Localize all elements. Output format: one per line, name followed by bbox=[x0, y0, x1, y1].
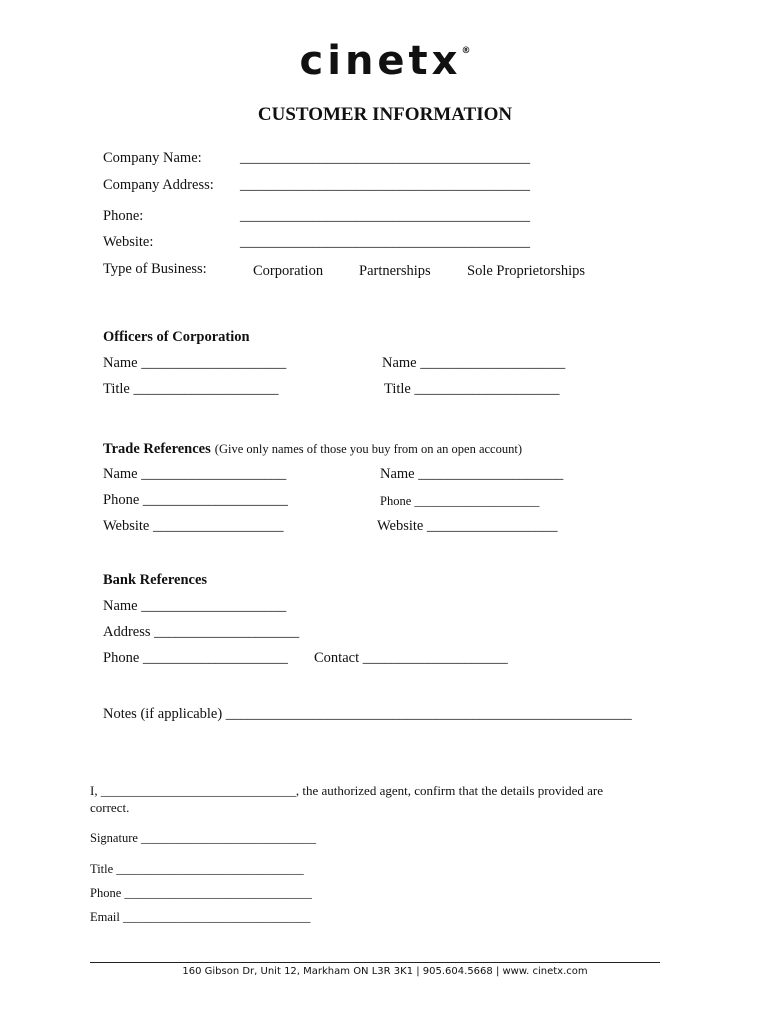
business-type-corporation[interactable]: Corporation bbox=[253, 263, 324, 279]
officer-title-right[interactable]: Title ____________________ bbox=[384, 381, 560, 397]
trade-references-header bbox=[103, 440, 522, 458]
bank-name-field[interactable]: Name ____________________ bbox=[103, 598, 287, 614]
company-name-label: Company Name: bbox=[103, 150, 202, 166]
officers-heading: Officers of Corporation bbox=[103, 329, 250, 345]
signature-phone-field[interactable]: Phone ______________________________ bbox=[90, 886, 312, 900]
trade-website-left[interactable]: Website __________________ bbox=[103, 518, 284, 534]
notes-field[interactable]: Notes (if applicable) ________________________________________________________ bbox=[103, 706, 632, 722]
company-address-label: Company Address: bbox=[103, 177, 214, 193]
trade-name-left[interactable]: Name ____________________ bbox=[103, 466, 287, 482]
signature-title-field[interactable]: Title ______________________________ bbox=[90, 862, 304, 876]
trade-references-note: (Give only names of those you buy from on an open account) bbox=[214, 442, 522, 456]
business-type-sole-proprietorships[interactable]: Sole Proprietorships bbox=[467, 263, 586, 279]
signature-email-field[interactable]: Email ______________________________ bbox=[90, 910, 311, 924]
company-logo: cinetx® bbox=[299, 38, 471, 84]
website-field[interactable]: ________________________________________ bbox=[240, 234, 530, 250]
phone-field[interactable]: ________________________________________ bbox=[240, 208, 530, 224]
page-title: CUSTOMER INFORMATION bbox=[257, 104, 513, 125]
bank-address-field[interactable]: Address ____________________ bbox=[103, 624, 300, 640]
bank-phone-field[interactable]: Phone ____________________ bbox=[103, 650, 288, 666]
trade-website-right[interactable]: Website __________________ bbox=[377, 518, 558, 534]
confirmation-line[interactable]: I, ______________________________, the authorized agent, confirm that the details provided are bbox=[90, 783, 604, 798]
business-type-partnerships[interactable]: Partnerships bbox=[359, 263, 431, 279]
footer-contact: 160 Gibson Dr, Unit 12, Markham ON L3R 3K1 | 905.604.5668 | www. cinetx.com bbox=[182, 966, 588, 977]
trade-references-heading: Trade References bbox=[103, 441, 211, 457]
website-label: Website: bbox=[103, 234, 154, 250]
business-type-label: Type of Business: bbox=[103, 261, 207, 277]
bank-references-heading: Bank References bbox=[103, 572, 208, 588]
officer-title-left[interactable]: Title ____________________ bbox=[103, 381, 279, 397]
footer-divider bbox=[90, 962, 660, 963]
phone-label: Phone: bbox=[103, 208, 144, 224]
trade-phone-right[interactable]: Phone ____________________ bbox=[380, 494, 540, 508]
company-address-field[interactable]: ________________________________________ bbox=[240, 177, 530, 193]
bank-contact-field[interactable]: Contact ____________________ bbox=[314, 650, 508, 666]
signature-field[interactable]: Signature ____________________________ bbox=[90, 831, 317, 845]
trade-phone-left[interactable]: Phone ____________________ bbox=[103, 492, 288, 508]
company-name-field[interactable]: ________________________________________ bbox=[240, 150, 530, 166]
confirmation-line-end: correct. bbox=[90, 800, 130, 815]
officer-name-right[interactable]: Name ____________________ bbox=[382, 355, 566, 371]
trade-name-right[interactable]: Name ____________________ bbox=[380, 466, 564, 482]
officer-name-left[interactable]: Name ____________________ bbox=[103, 355, 287, 371]
